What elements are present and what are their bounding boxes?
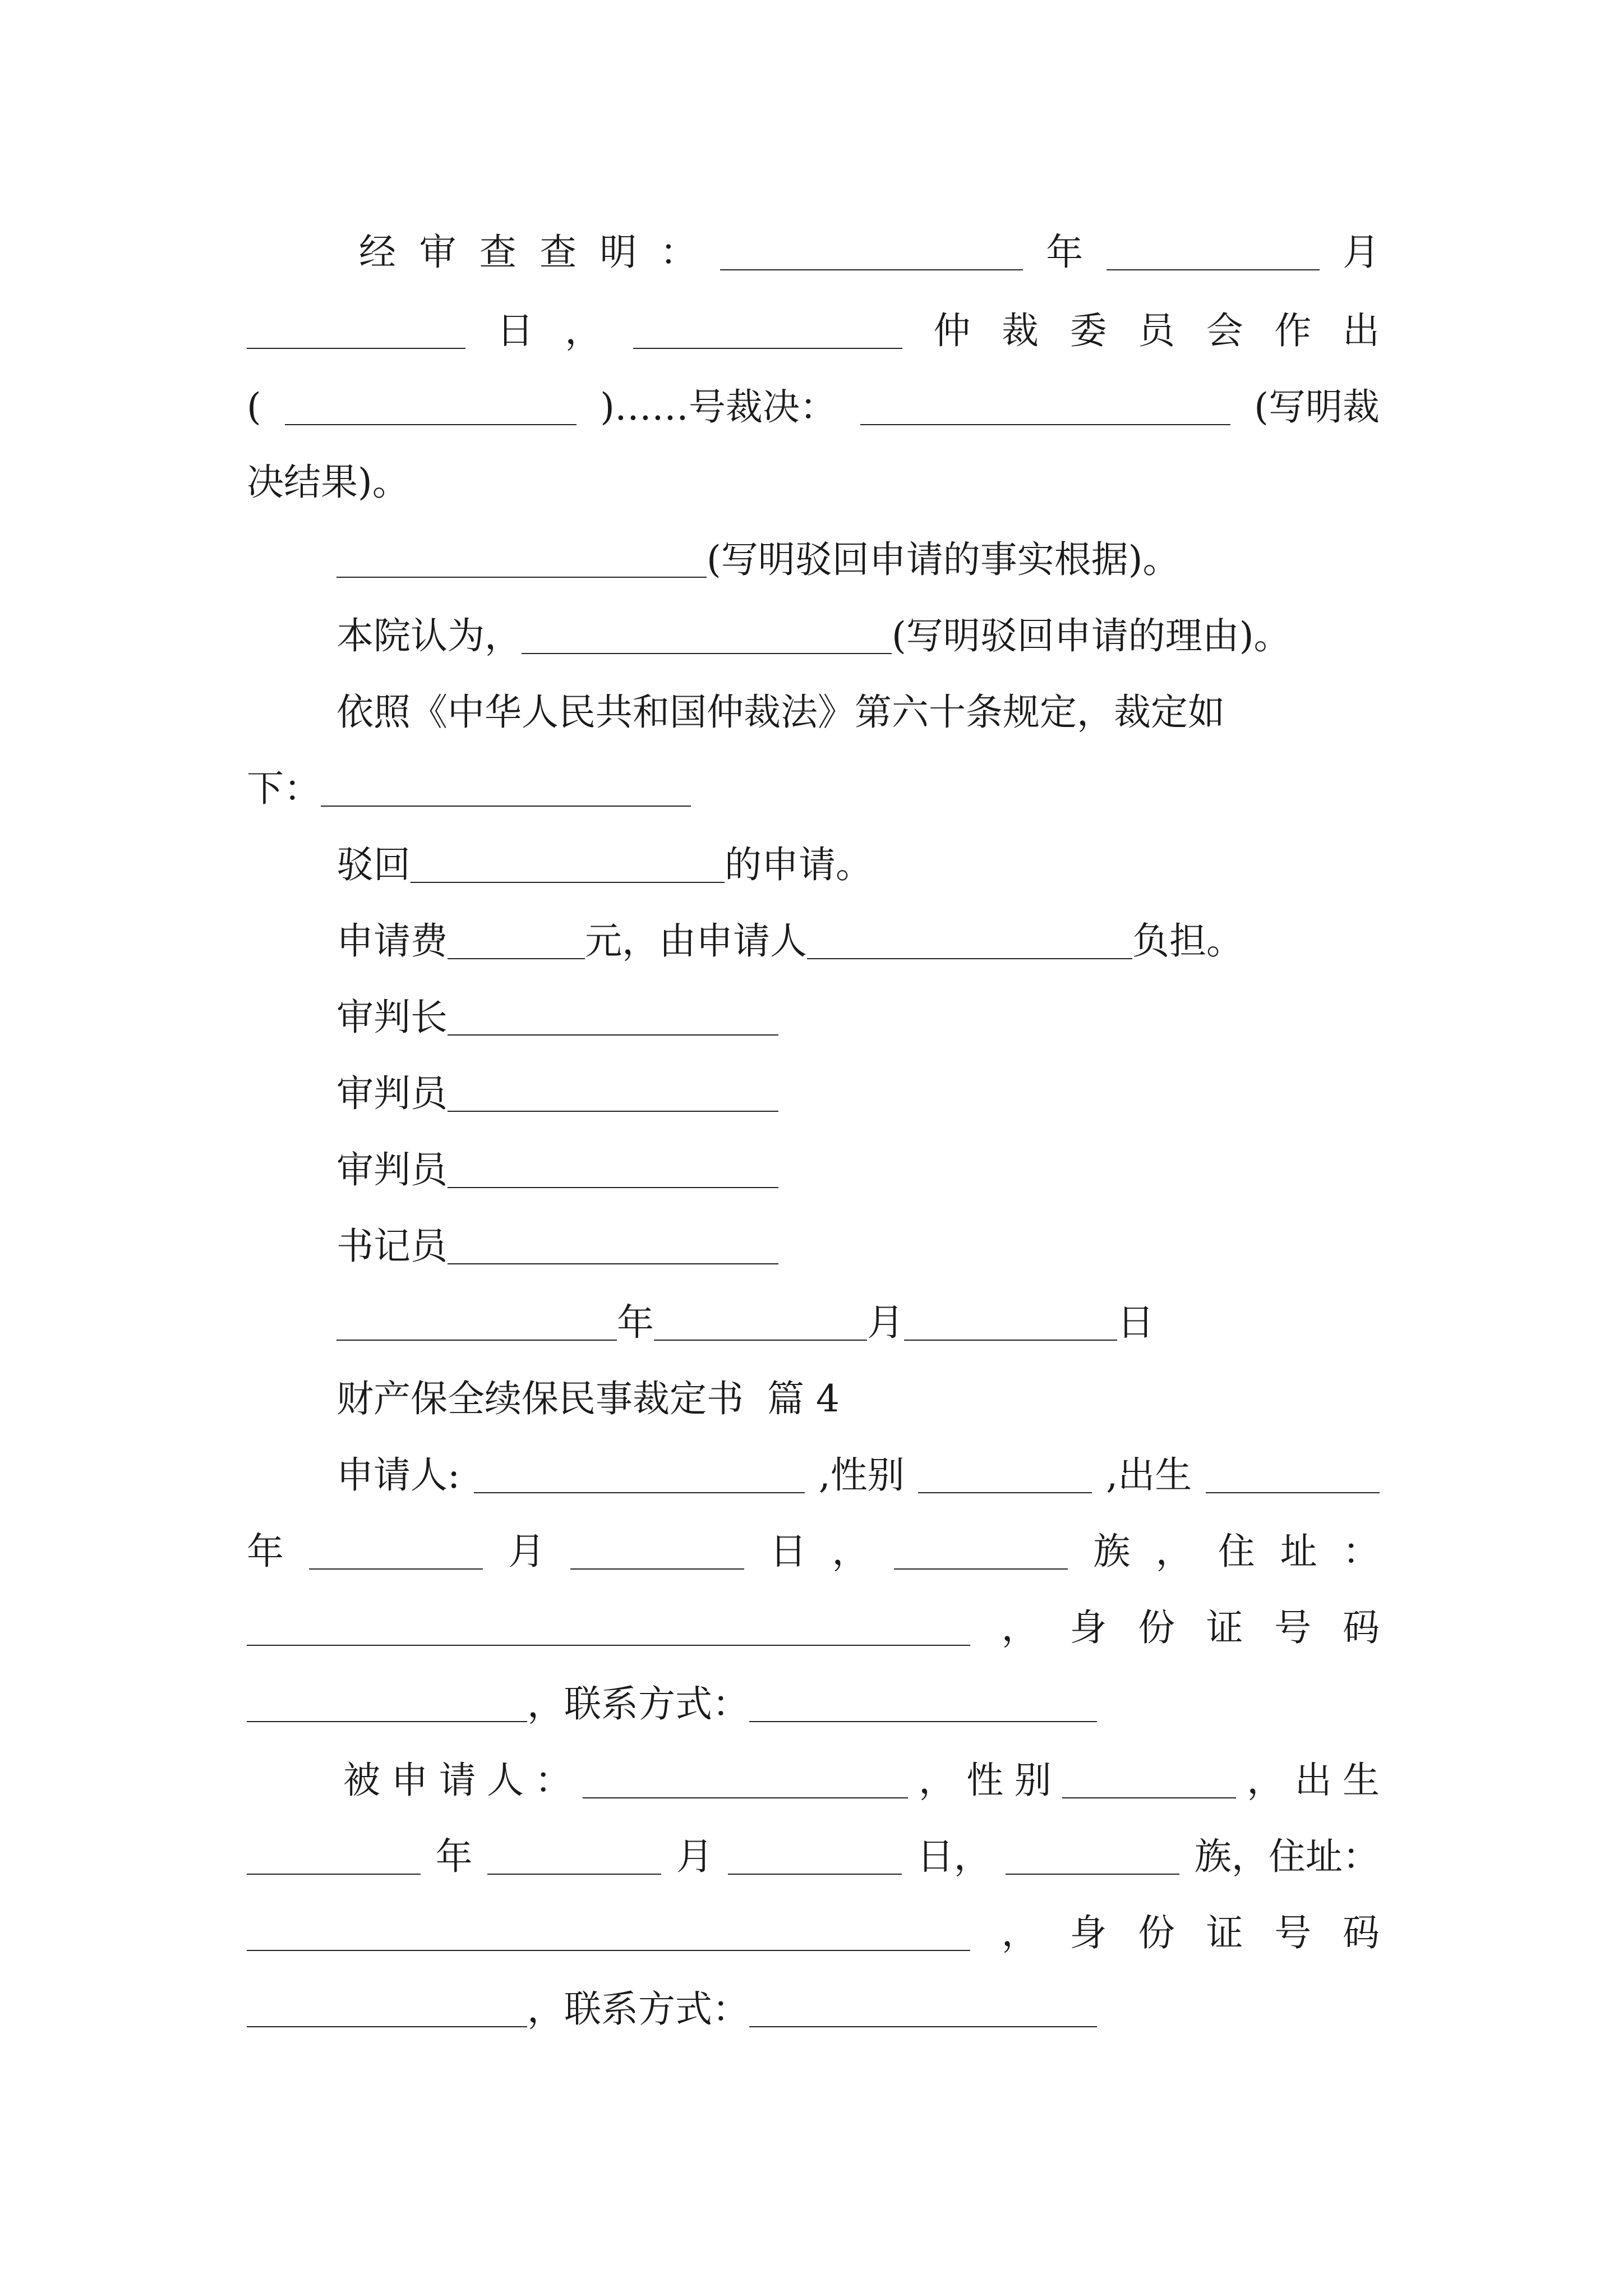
blank-field[interactable] <box>487 1866 661 1875</box>
text: 本院认为， <box>336 614 522 657</box>
text: 审 <box>419 231 457 274</box>
text: 员 <box>1138 309 1175 352</box>
blank-field[interactable] <box>807 950 1132 959</box>
blank-field[interactable] <box>1006 1866 1179 1875</box>
text: 申请人: <box>336 1453 460 1497</box>
blank-field[interactable] <box>247 1713 527 1722</box>
blank-field[interactable] <box>474 1484 805 1493</box>
section-heading <box>336 1365 840 1421</box>
blank-field[interactable] <box>522 645 892 654</box>
blank-field[interactable] <box>749 2018 1097 2027</box>
text: 证 <box>1206 1911 1243 1954</box>
text: 决结果)。 <box>247 461 409 504</box>
blank-field[interactable] <box>633 340 902 349</box>
text: 的申请。 <box>725 843 873 886</box>
text: 经 <box>359 231 396 274</box>
text: ( <box>247 385 261 429</box>
line-presiding-judge <box>336 984 778 1040</box>
blank-field[interactable] <box>918 1484 1092 1493</box>
line-award-result <box>247 449 409 505</box>
blank-field[interactable] <box>336 569 707 578</box>
text: ： <box>534 1759 572 1802</box>
text: ， <box>1247 1759 1284 1802</box>
text: 审判长 <box>336 996 448 1039</box>
line-date <box>336 1289 1154 1345</box>
text: )……号裁决： <box>600 385 837 429</box>
text: 年 <box>1046 231 1083 274</box>
text: 码 <box>1342 1911 1380 1954</box>
text: 证 <box>1206 1606 1243 1649</box>
text: 查 <box>539 231 577 274</box>
line-respondent-id <box>247 1899 1380 1955</box>
line-ruling-intro <box>247 755 691 811</box>
text: 委 <box>1069 309 1107 352</box>
blank-field[interactable] <box>720 261 1023 270</box>
text: 仲 <box>933 309 971 352</box>
text: 明 <box>600 231 637 274</box>
blank-field[interactable] <box>448 1027 778 1036</box>
text: ， <box>832 1530 869 1573</box>
text: 出 <box>1342 309 1380 352</box>
text: 被 <box>343 1759 380 1802</box>
text: 年 <box>247 1530 284 1573</box>
text: ， <box>918 1759 956 1802</box>
blank-field[interactable] <box>1062 1789 1236 1798</box>
text: 址 <box>1280 1530 1317 1573</box>
line-clerk <box>336 1213 778 1269</box>
text: 下： <box>247 767 321 810</box>
blank-field[interactable] <box>321 798 691 807</box>
line-facts <box>336 526 1180 582</box>
blank-field[interactable] <box>448 950 585 959</box>
blank-field[interactable] <box>448 1103 778 1112</box>
line-applicant-contact <box>247 1671 1097 1727</box>
text: 依照《中华人民共和国仲裁法》第六十条规定，裁定如 <box>336 691 1225 734</box>
text: 日 <box>496 309 534 352</box>
text: 月 <box>1342 231 1380 274</box>
line-examination <box>359 219 1380 275</box>
text: ，联系方式： <box>527 1987 749 2031</box>
blank-field[interactable] <box>411 874 725 883</box>
line-respondent-contact <box>247 1976 1097 2032</box>
blank-field[interactable] <box>1106 261 1320 270</box>
text: ， <box>1001 1606 1039 1649</box>
line-respondent-birth <box>247 1823 1380 1879</box>
text: 查 <box>479 231 517 274</box>
text: 出 <box>1294 1759 1332 1802</box>
text: 日 <box>769 1530 807 1573</box>
blank-field[interactable] <box>749 1713 1097 1722</box>
blank-field[interactable] <box>583 1789 908 1798</box>
text: ,出生 <box>1106 1453 1192 1497</box>
blank-field[interactable] <box>336 1332 617 1341</box>
blank-field[interactable] <box>247 1637 970 1646</box>
blank-field[interactable] <box>728 1866 902 1875</box>
line-applicant-birth <box>247 1518 1380 1574</box>
text: 作 <box>1274 309 1312 352</box>
text: ，联系方式： <box>527 1682 749 1726</box>
text: 身 <box>1069 1606 1107 1649</box>
blank-field[interactable] <box>448 1255 778 1264</box>
text: ， <box>565 309 602 352</box>
text: 申 <box>391 1759 428 1802</box>
line-respondent <box>343 1747 1380 1803</box>
text: ： <box>1342 1530 1380 1573</box>
text: 元，由申请人 <box>585 919 807 963</box>
text: 日 <box>1117 1301 1154 1344</box>
line-court-opinion <box>336 602 1291 659</box>
line-judge-1 <box>336 1060 778 1116</box>
blank-field[interactable] <box>894 1561 1068 1570</box>
text: (写明裁 <box>1254 385 1380 429</box>
text: 别 <box>1014 1759 1052 1802</box>
line-fee <box>336 908 1243 964</box>
blank-field[interactable] <box>247 1942 970 1951</box>
blank-field[interactable] <box>247 2018 527 2027</box>
text: 住 <box>1218 1530 1255 1573</box>
text: ,性别 <box>818 1453 905 1497</box>
text: 裁 <box>1001 309 1039 352</box>
line-award-number <box>247 374 1380 430</box>
text: 月 <box>676 1835 713 1878</box>
line-legal-basis <box>336 679 1225 735</box>
text: (写明驳回申请的事实根据)。 <box>707 538 1180 581</box>
text: 负担。 <box>1132 919 1243 963</box>
text: 请 <box>439 1759 476 1802</box>
text: 份 <box>1137 1606 1175 1649</box>
text: 会 <box>1206 309 1243 352</box>
text: 生 <box>1342 1759 1380 1802</box>
line-applicant-id <box>247 1594 1380 1650</box>
blank-field[interactable] <box>247 1866 421 1875</box>
blank-field[interactable] <box>285 416 577 425</box>
blank-field[interactable] <box>570 1561 744 1570</box>
line-arbitration-date <box>247 297 1380 353</box>
text: 族 <box>1093 1530 1131 1573</box>
text: 月 <box>867 1301 904 1344</box>
blank-field[interactable] <box>654 1332 867 1341</box>
text: 年 <box>617 1301 654 1344</box>
text: 号 <box>1274 1911 1312 1954</box>
text: 年 <box>435 1835 473 1878</box>
text: 申请费 <box>336 919 448 963</box>
text: 日， <box>916 1835 991 1878</box>
text: 号 <box>1274 1606 1312 1649</box>
text: 月 <box>508 1530 546 1573</box>
text: ， <box>1001 1911 1039 1954</box>
blank-field[interactable] <box>904 1332 1117 1341</box>
line-applicant <box>336 1442 1380 1498</box>
text: (写明驳回申请的理由)。 <box>892 614 1291 657</box>
text: 人 <box>486 1759 524 1802</box>
blank-field[interactable] <box>1206 1484 1380 1493</box>
text: ： <box>660 231 697 274</box>
blank-field[interactable] <box>247 340 465 349</box>
text: 性 <box>966 1759 1004 1802</box>
text: 份 <box>1137 1911 1175 1954</box>
text: 审判员 <box>336 1148 448 1191</box>
text: 审判员 <box>336 1072 448 1115</box>
blank-field[interactable] <box>860 416 1230 425</box>
text: 财产保全续保民事裁定书 篇 4 <box>336 1377 840 1420</box>
text: 身 <box>1069 1911 1107 1954</box>
line-judge-2 <box>336 1137 778 1193</box>
line-reject <box>336 831 873 887</box>
blank-field[interactable] <box>309 1561 483 1570</box>
blank-field[interactable] <box>448 1179 778 1188</box>
text: 族，住址： <box>1194 1835 1380 1878</box>
text: 码 <box>1342 1606 1380 1649</box>
text: ， <box>1155 1530 1193 1573</box>
text: 书记员 <box>336 1225 448 1268</box>
text: 驳回 <box>336 843 411 886</box>
